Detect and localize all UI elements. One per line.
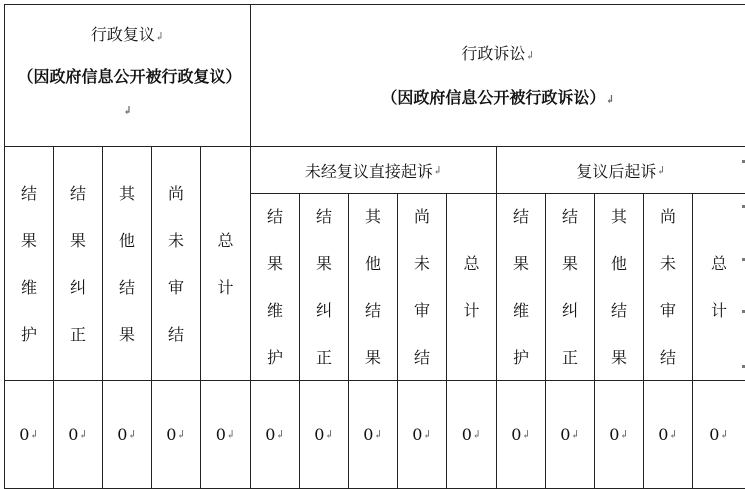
after-review-col-maintained: 结果维护 [512,207,529,367]
direct-col-corrected: 结果纠正 [315,207,332,367]
direct-col-maintained: 结果维护 [266,207,283,367]
after-review-value-total: 0 ↲ [709,425,729,444]
after-review-col-total: 总计 [710,254,727,320]
after-review-value-maintained: 0 ↲ [511,425,531,444]
after-review-suit-header: 复议后起诉 ↲ [576,161,666,181]
direct-value-pending: 0 ↲ [412,425,432,444]
after-review-col-pending: 尚未审结 [659,207,676,367]
review-col-total: 总计 [217,230,234,297]
direct-value-total: 0 ↲ [461,425,482,444]
after-review-col-other: 其他结果 [610,207,627,367]
after-review-value-corrected: 0 ↲ [560,425,580,444]
direct-value-other: 0 ↲ [363,425,383,444]
litigation-title: 行政诉讼↲ [461,43,535,63]
review-value-maintained: 0 ↲ [19,425,39,444]
review-value-corrected: 0 ↲ [68,425,88,444]
review-value-other: 0 ↲ [117,425,137,444]
litigation-header [251,5,745,146]
review-col-pending: 尚未审结 [167,183,184,344]
direct-suit-header: 未经复议直接起诉 ↲ [304,161,443,181]
direct-value-corrected: 0 ↲ [314,425,334,444]
review-col-other: 其他结果 [118,183,135,344]
after-review-col-corrected: 结果纠正 [561,207,578,367]
review-value-pending: 0 ↲ [166,425,186,444]
review-subtitle: （因政府信息公开被行政复议）↲ [17,66,242,117]
litigation-subtitle: （因政府信息公开被行政诉讼）↲ [381,87,615,107]
direct-value-maintained: 0 ↲ [265,425,285,444]
review-col-maintained: 结果维护 [20,183,37,344]
direct-col-pending: 尚未审结 [413,207,430,367]
direct-col-other: 其他结果 [364,207,381,367]
after-review-value-other: 0 ↲ [609,425,629,444]
review-col-corrected: 结果纠正 [69,183,86,344]
direct-col-total: 总计 [463,254,480,320]
after-review-value-pending: 0 ↲ [658,425,678,444]
review-title: 行政复议↲ [90,24,165,44]
review-header [5,5,250,146]
review-value-total: 0 ↲ [215,425,236,444]
